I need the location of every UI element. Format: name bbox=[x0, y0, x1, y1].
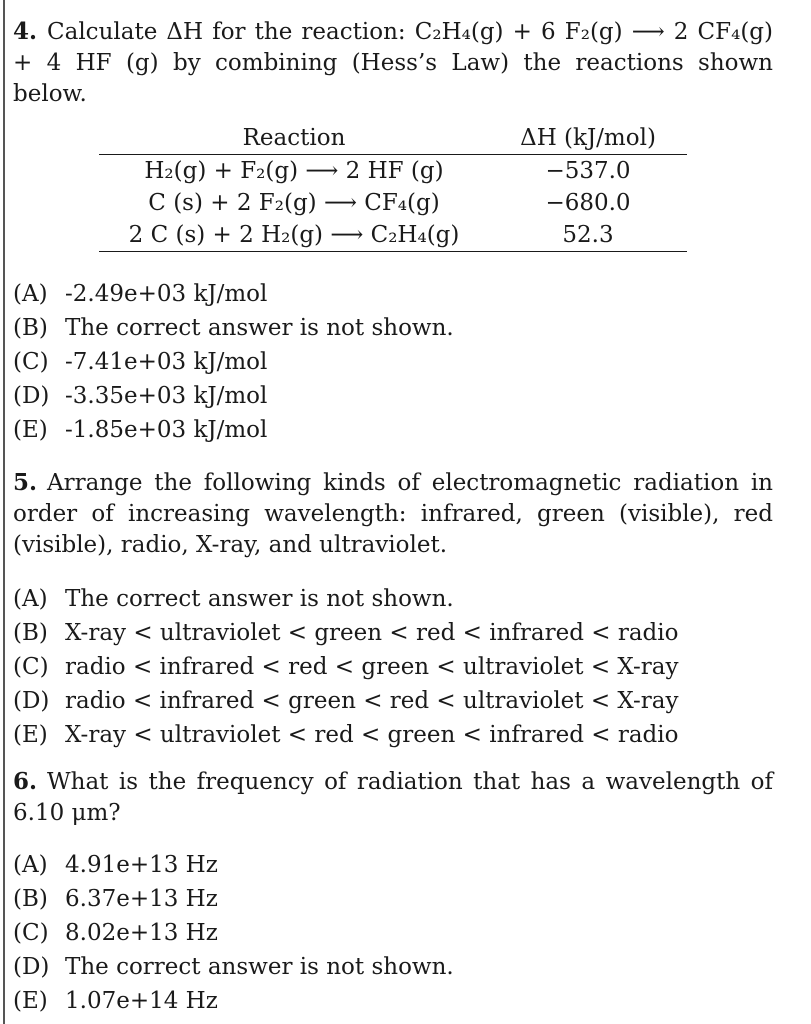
option-text: The correct answer is not shown. bbox=[65, 315, 454, 341]
question-number: 5. bbox=[13, 469, 38, 496]
question-4 bbox=[13, 16, 773, 110]
option-text: -2.49e+03 kJ/mol bbox=[65, 281, 268, 307]
option-letter: (B) bbox=[13, 315, 48, 341]
option-text: 8.02e+13 Hz bbox=[65, 920, 218, 946]
answer-option-b[interactable] bbox=[13, 616, 773, 650]
option-text: X-ray < ultraviolet < green < red < infrared < radio bbox=[65, 620, 679, 646]
delta-h-cell: −680.0 bbox=[545, 190, 631, 216]
question-prompt: Arrange the following kinds of electromagnetic radiation in order of increasing wavelength: infrared, green (visible), red (visible), radio, X-ray, and ultraviolet. bbox=[13, 470, 773, 558]
answer-option-c[interactable] bbox=[13, 650, 773, 684]
answer-option-a[interactable] bbox=[13, 277, 773, 311]
option-letter: (B) bbox=[13, 620, 48, 646]
option-text: radio < infrared < green < red < ultraviolet < X-ray bbox=[65, 688, 679, 714]
option-text: X-ray < ultraviolet < red < green < infrared < radio bbox=[65, 722, 679, 748]
answer-option-a[interactable] bbox=[13, 848, 773, 882]
option-text: The correct answer is not shown. bbox=[65, 586, 454, 612]
delta-h-cell: −537.0 bbox=[545, 158, 631, 184]
answer-option-b[interactable] bbox=[13, 882, 773, 916]
option-text: 6.37e+13 Hz bbox=[65, 886, 218, 912]
option-letter: (E) bbox=[13, 417, 48, 443]
question-number: 4. bbox=[13, 18, 38, 45]
question-prompt: What is the frequency of radiation that has a wavelength of 6.10 μm? bbox=[13, 769, 773, 826]
table-row bbox=[99, 187, 687, 219]
reaction-cell: H₂(g) + F₂(g) ⟶ 2 HF (g) bbox=[144, 158, 444, 184]
option-letter: (B) bbox=[13, 886, 48, 912]
question-5 bbox=[13, 467, 773, 561]
answer-option-e[interactable] bbox=[13, 413, 773, 447]
option-letter: (C) bbox=[13, 349, 49, 375]
delta-h-cell: 52.3 bbox=[489, 219, 687, 252]
option-letter: (E) bbox=[13, 988, 48, 1014]
answer-option-c[interactable] bbox=[13, 345, 773, 379]
table-header-delta-h: ΔH (kJ/mol) bbox=[489, 122, 687, 155]
question-prompt: Calculate ΔH for the reaction: C₂H₄(g) + 6 F₂(g) ⟶ 2 CF₄(g) + 4 HF (g) by combining (Hess’s Law) the reactions shown below. bbox=[13, 19, 773, 107]
option-letter: (C) bbox=[13, 920, 49, 946]
answer-option-a[interactable] bbox=[13, 582, 773, 616]
table-header-reaction: Reaction bbox=[99, 122, 489, 155]
answer-option-e[interactable] bbox=[13, 718, 773, 752]
option-letter: (C) bbox=[13, 654, 49, 680]
question-6 bbox=[13, 766, 773, 829]
reaction-cell: C (s) + 2 F₂(g) ⟶ CF₄(g) bbox=[148, 190, 440, 216]
answer-option-d[interactable] bbox=[13, 684, 773, 718]
page-margin-rule bbox=[3, 0, 5, 1024]
option-letter: (A) bbox=[13, 586, 48, 612]
question-number: 6. bbox=[13, 768, 38, 795]
option-letter: (D) bbox=[13, 954, 50, 980]
option-text: 4.91e+13 Hz bbox=[65, 852, 218, 878]
option-letter: (A) bbox=[13, 852, 48, 878]
option-text: The correct answer is not shown. bbox=[65, 954, 454, 980]
question-6-options bbox=[13, 848, 773, 1018]
option-text: 1.07e+14 Hz bbox=[65, 988, 218, 1014]
option-letter: (A) bbox=[13, 281, 48, 307]
question-4-options bbox=[13, 277, 773, 447]
option-text: -3.35e+03 kJ/mol bbox=[65, 383, 268, 409]
table-row bbox=[99, 219, 687, 252]
option-letter: (D) bbox=[13, 688, 50, 714]
table-row bbox=[99, 155, 687, 188]
reaction-table bbox=[99, 122, 687, 252]
option-letter: (E) bbox=[13, 722, 48, 748]
option-text: -7.41e+03 kJ/mol bbox=[65, 349, 268, 375]
option-text: -1.85e+03 kJ/mol bbox=[65, 417, 268, 443]
answer-option-b[interactable] bbox=[13, 311, 773, 345]
question-5-options bbox=[13, 582, 773, 752]
reaction-cell: 2 C (s) + 2 H₂(g) ⟶ C₂H₄(g) bbox=[99, 219, 489, 252]
answer-option-d[interactable] bbox=[13, 950, 773, 984]
option-text: radio < infrared < red < green < ultraviolet < X-ray bbox=[65, 654, 679, 680]
option-letter: (D) bbox=[13, 383, 50, 409]
answer-option-d[interactable] bbox=[13, 379, 773, 413]
answer-option-e[interactable] bbox=[13, 984, 773, 1018]
answer-option-c[interactable] bbox=[13, 916, 773, 950]
